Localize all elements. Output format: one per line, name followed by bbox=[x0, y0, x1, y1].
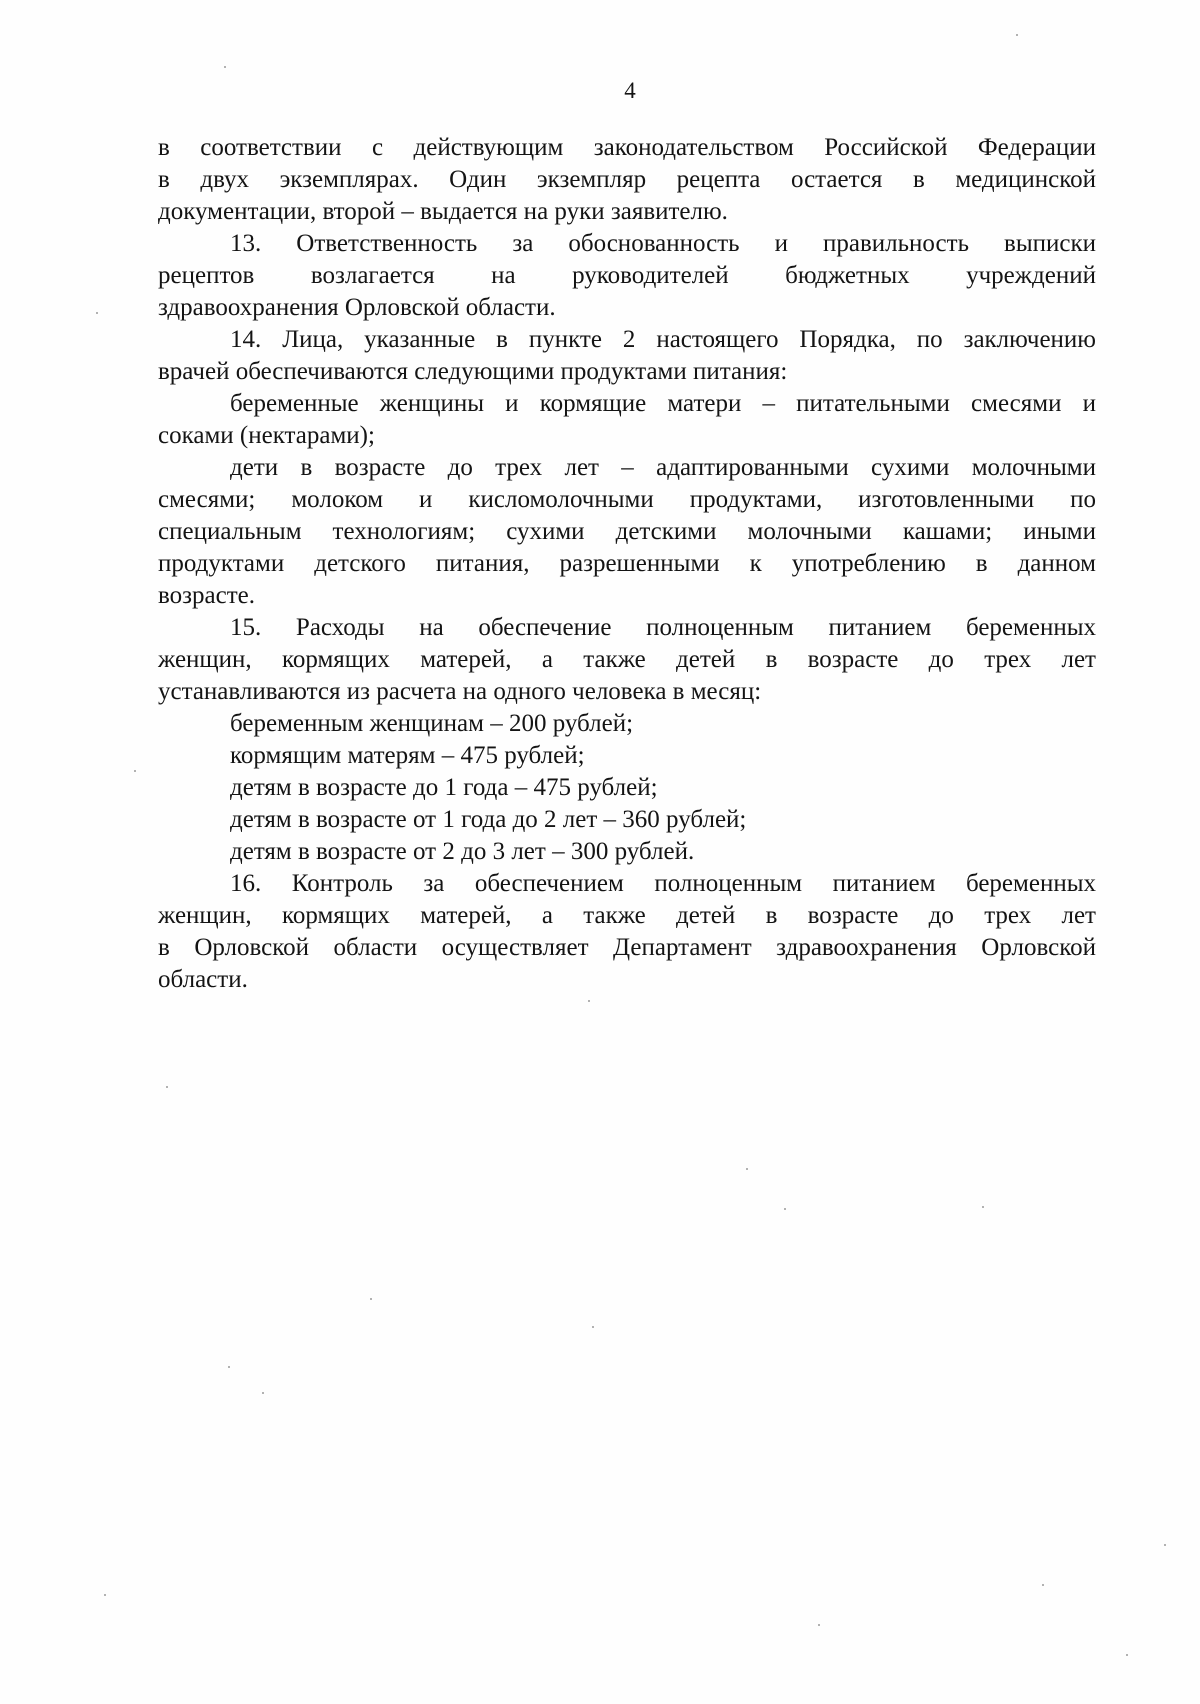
scan-speck bbox=[982, 1206, 984, 1208]
scan-speck bbox=[1164, 1544, 1166, 1546]
scan-speck bbox=[166, 1086, 168, 1088]
paragraph-14-pregnant bbox=[158, 388, 1096, 452]
text-line: женщин, кормящих матерей, а также детей в возрасте до трех лет bbox=[158, 646, 1096, 673]
scan-speck bbox=[784, 1208, 786, 1210]
text-line: беременные женщины и кормящие матери – питательными смесями и bbox=[230, 390, 1096, 417]
scan-speck bbox=[1042, 1584, 1044, 1586]
paragraph-14-children bbox=[158, 452, 1096, 612]
page-number: 4 bbox=[624, 78, 636, 103]
text-line: смесями; молоком и кисломолочными продуктами, изготовленными по bbox=[158, 486, 1096, 513]
text-line: женщин, кормящих матерей, а также детей в возрасте до трех лет bbox=[158, 902, 1096, 929]
text-line: дети в возрасте до трех лет – адаптированными сухими молочными bbox=[230, 454, 1096, 481]
text-line: кормящим матерям – 475 рублей; bbox=[230, 742, 585, 769]
text-line: 15. Расходы на обеспечение полноценным питанием беременных bbox=[230, 614, 1096, 641]
text-line: в двух экземплярах. Один экземпляр рецепта остается в медицинской bbox=[158, 166, 1096, 193]
text-line: здравоохранения Орловской области. bbox=[158, 294, 556, 321]
text-line: соками (нектарами); bbox=[158, 422, 375, 449]
scan-speck bbox=[104, 1594, 106, 1596]
scan-speck bbox=[1016, 34, 1018, 36]
scan-speck bbox=[592, 1326, 594, 1328]
text-line: детям в возрасте от 2 до 3 лет – 300 рублей. bbox=[230, 838, 695, 865]
paragraph-16 bbox=[158, 868, 1096, 996]
document-body bbox=[158, 132, 1096, 996]
text-line: беременным женщинам – 200 рублей; bbox=[230, 710, 634, 737]
text-line: детям в возрасте до 1 года – 475 рублей; bbox=[230, 774, 658, 801]
text-line: устанавливаются из расчета на одного человека в месяц: bbox=[158, 678, 762, 705]
paragraph-14 bbox=[158, 324, 1096, 388]
scan-speck bbox=[96, 312, 98, 314]
scan-speck bbox=[818, 1624, 820, 1626]
scan-speck bbox=[262, 1392, 264, 1394]
scan-speck bbox=[746, 1168, 748, 1170]
text-line: рецептов возлагается на руководителей бюджетных учреждений bbox=[158, 262, 1096, 289]
scan-speck bbox=[228, 1366, 230, 1368]
scan-speck bbox=[1126, 1654, 1128, 1656]
text-line: области. bbox=[158, 966, 248, 993]
list-item-pregnant-women bbox=[158, 708, 1096, 740]
paragraph-intro bbox=[158, 132, 1096, 228]
text-line: детям в возрасте от 1 года до 2 лет – 360 рублей; bbox=[230, 806, 747, 833]
list-item-nursing-mothers bbox=[158, 740, 1096, 772]
text-line: продуктами детского питания, разрешенными к употреблению в данном bbox=[158, 550, 1096, 577]
text-line: 16. Контроль за обеспечением полноценным питанием беременных bbox=[230, 870, 1096, 897]
scan-speck bbox=[224, 66, 226, 68]
list-item-children-under-1 bbox=[158, 772, 1096, 804]
list-item-children-1-2 bbox=[158, 804, 1096, 836]
text-line: документации, второй – выдается на руки заявителю. bbox=[158, 198, 728, 225]
scan-speck bbox=[370, 1298, 372, 1300]
text-line: 14. Лица, указанные в пункте 2 настоящего Порядка, по заключению bbox=[230, 326, 1096, 353]
text-line: в соответствии с действующим законодательством Российской Федерации bbox=[158, 134, 1096, 161]
scan-speck bbox=[134, 770, 136, 772]
text-line: врачей обеспечиваются следующими продуктами питания: bbox=[158, 358, 788, 385]
text-line: специальным технологиям; сухими детскими молочными кашами; иными bbox=[158, 518, 1096, 545]
list-item-children-2-3 bbox=[158, 836, 1096, 868]
paragraph-13 bbox=[158, 228, 1096, 324]
text-line: в Орловской области осуществляет Департамент здравоохранения Орловской bbox=[158, 934, 1096, 961]
paragraph-15 bbox=[158, 612, 1096, 708]
text-line: возрасте. bbox=[158, 582, 255, 609]
text-line: 13. Ответственность за обоснованность и правильность выписки bbox=[230, 230, 1096, 257]
scan-speck bbox=[588, 1000, 590, 1002]
